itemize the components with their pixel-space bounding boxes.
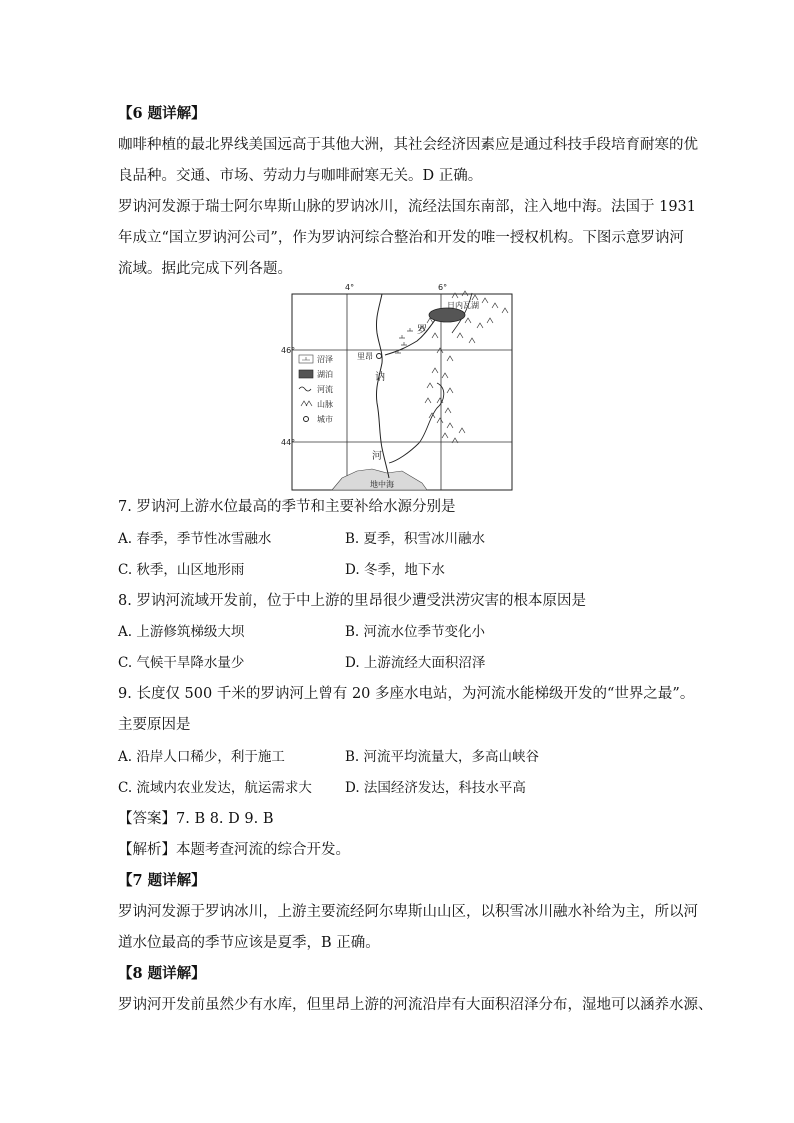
rhone-basin-map [281,283,517,493]
q9-option-b: B. 河流平均流量大，多高山峡谷 [345,749,540,765]
question-8: 8. 罗讷河流域开发前，位于中上游的里昂很少遭受洪涝灾害的根本原因是 [118,593,586,609]
q9-option-c: C. 流域内农业发达，航运需求大 [118,780,312,796]
legend-city-symbol [304,417,309,422]
lon-4-label: 4° [345,283,355,292]
river-char-1: 罗 [417,325,427,336]
q7-option-b: B. 夏季，积雪冰川融水 [345,531,486,547]
paragraph-line: 道水位最高的季节应该是夏季，B 正确。 [118,935,380,951]
lat-46-label: 46° [281,346,296,355]
paragraph-line: 罗讷河发源于罗讷冰川，上游主要流经阿尔卑斯山山区，以积雪冰川融水补给为主，所以河 [118,904,698,920]
lake-geneva [429,308,465,322]
sea-label: 地中海 [370,480,394,489]
q8-option-c: C. 气候干旱降水量少 [118,655,245,671]
paragraph-line: 罗讷河开发前虽然少有水库，但里昂上游的河流沿岸有大面积沼泽分布，湿地可以涵养水源、 [118,997,713,1013]
q9-option-a: A. 沿岸人口稀少，利于施工 [118,749,285,765]
legend-swamp-label: 沼泽 [317,355,333,364]
paragraph-line: 流域。据此完成下列各题。 [118,261,292,277]
lon-6-label: 6° [438,283,448,292]
paragraph-line: 咖啡种植的最北界线美国远高于其他大洲，其社会经济因素应是通过科技手段培育耐寒的优 [118,137,698,153]
q7-option-c: C. 秋季，山区地形雨 [118,562,245,578]
answer-line: 【答案】7. B 8. D 9. B [118,811,274,827]
question-9-cont: 主要原因是 [118,717,191,733]
legend-city-label: 城市 [317,415,333,424]
legend-lake-label: 湖泊 [317,370,333,379]
paragraph-line: 年成立“国立罗讷河公司”，作为罗讷河综合整治和开发的唯一授权机构。下图示意罗讷河 [118,230,684,246]
q8-option-d: D. 上游流经大面积沼泽 [345,655,486,671]
analysis-line: 【解析】本题考查河流的综合开发。 [118,842,350,858]
q8-option-a: A. 上游修筑梯级大坝 [118,624,245,640]
legend-lake-symbol [299,370,313,378]
lat-44-label: 44° [281,438,296,447]
map-figure [281,283,517,493]
legend-mountain-label: 山脉 [317,400,333,409]
q7-option-a: A. 春季，季节性冰雪融水 [118,531,272,547]
legend-river-label: 河流 [317,385,333,394]
q9-option-d: D. 法国经济发达，科技水平高 [345,780,526,796]
paragraph-line: 罗讷河发源于瑞士阿尔卑斯山脉的罗讷冰川，流经法国东南部，注入地中海。法国于 1931 [118,199,697,215]
lake-label: 日内瓦湖 [447,301,479,310]
river-char-3: 河 [372,451,382,462]
lyon-city-marker [377,354,382,359]
heading-q6-detail: 【6 题详解】 [118,105,206,122]
paragraph-line: 良品种。交通、市场、劳动力与咖啡耐寒无关。D 正确。 [118,168,483,184]
q7-option-d: D. 冬季，地下水 [345,562,445,578]
q8-option-b: B. 河流水位季节变化小 [345,624,486,640]
question-9: 9. 长度仅 500 千米的罗讷河上曾有 20 多座水电站，为河流水能梯级开发的“世界之最”。 [118,686,695,702]
city-label: 里昂 [357,352,373,361]
heading-q7-detail: 【7 题详解】 [118,872,206,889]
question-7: 7. 罗讷河上游水位最高的季节和主要补给水源分别是 [118,499,456,515]
heading-q8-detail: 【8 题详解】 [118,965,206,982]
river-char-2: 讷 [375,372,385,383]
